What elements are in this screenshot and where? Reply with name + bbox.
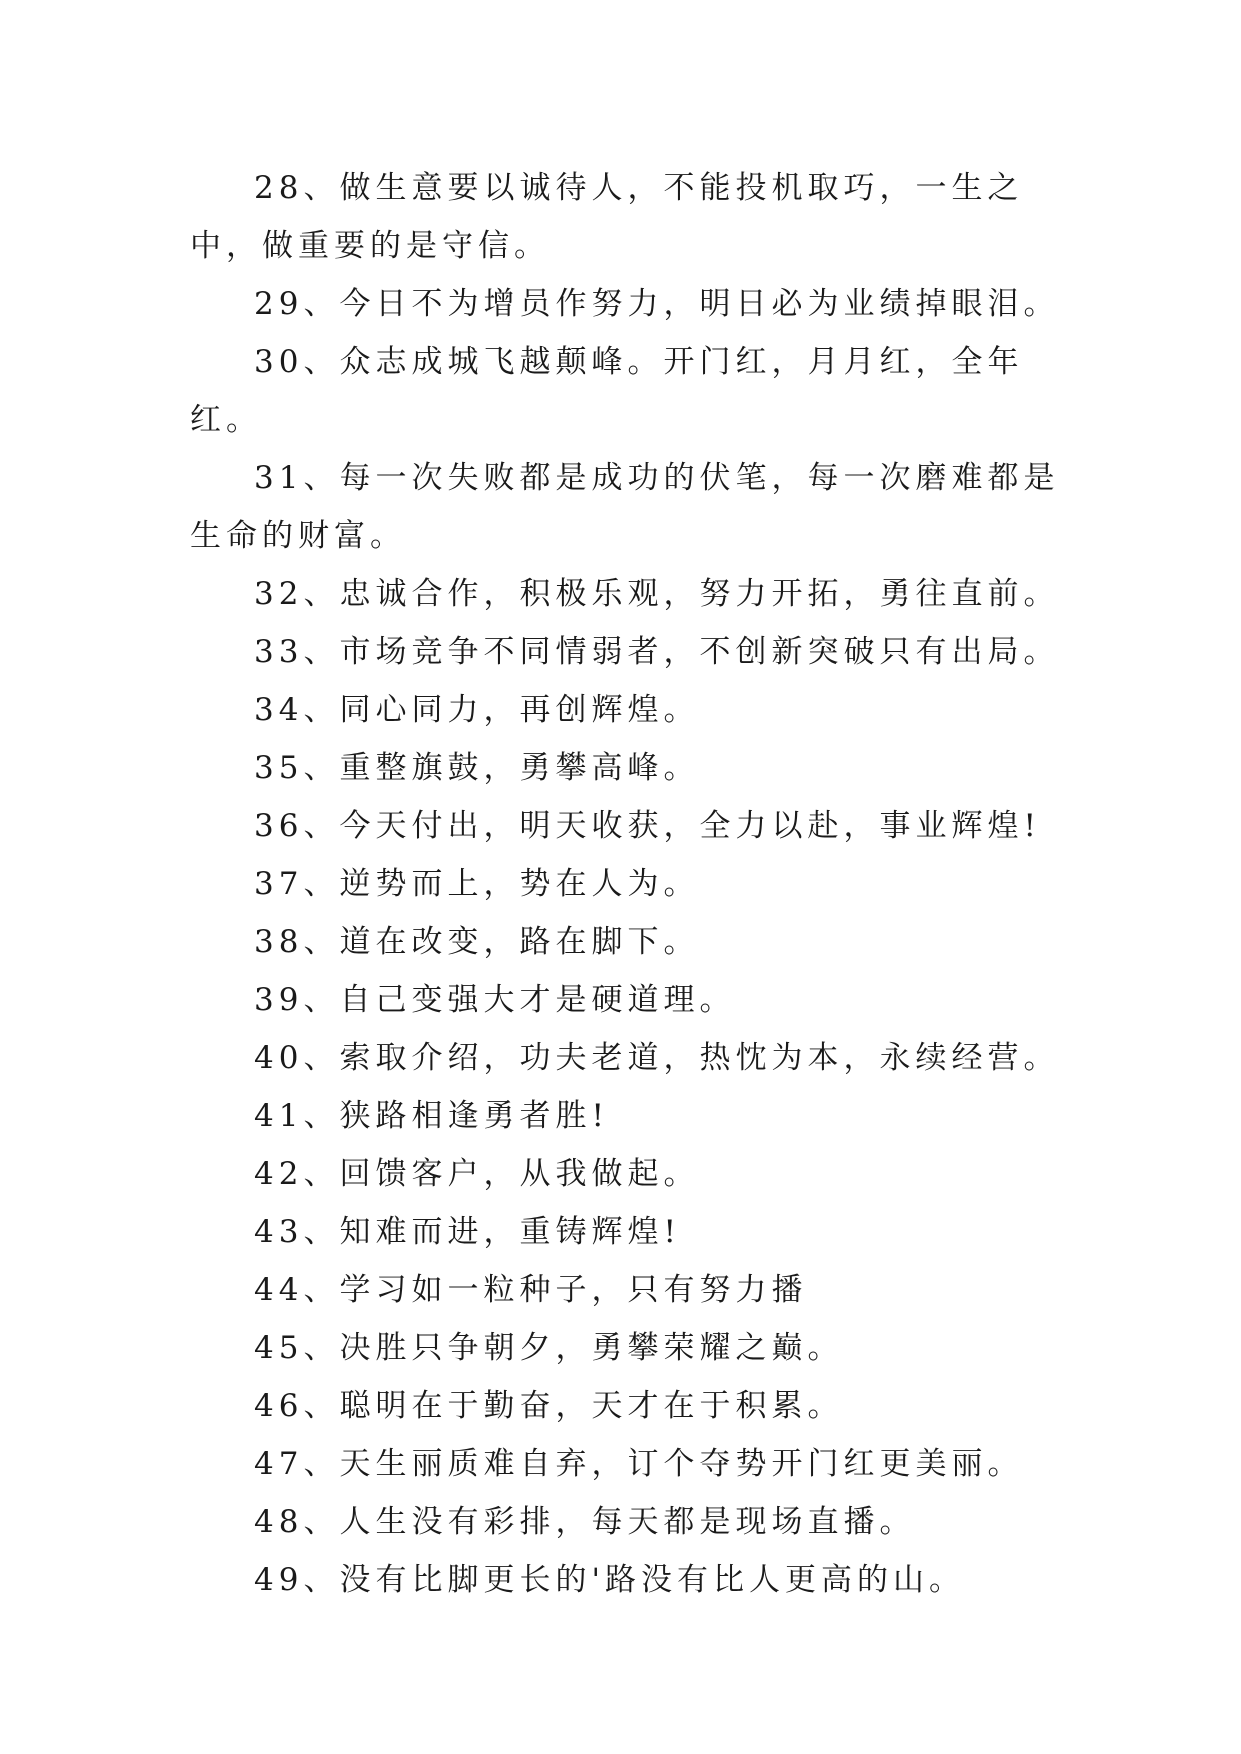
list-item: 34、同心同力，再创辉煌。 (254, 692, 700, 728)
list-item: 37、逆势而上，势在人为。 (254, 866, 700, 902)
list-item: 49、没有比脚更长的'路没有比人更高的山。 (254, 1562, 965, 1598)
list-item: 40、索取介绍，功夫老道，热忱为本，永续经营。 (254, 1040, 1060, 1076)
list-item: 45、决胜只争朝夕，勇攀荣耀之巅。 (254, 1330, 844, 1366)
list-item: 33、市场竞争不同情弱者，不创新突破只有出局。 (254, 634, 1060, 670)
list-item: 29、今日不为增员作努力，明日必为业绩掉眼泪。 (254, 286, 1060, 322)
list-item: 41、狭路相逢勇者胜! (254, 1098, 609, 1134)
list-item: 39、自己变强大才是硬道理。 (254, 982, 736, 1018)
list-item: 44、学习如一粒种子，只有努力播 (254, 1272, 808, 1308)
list-item: 46、聪明在于勤奋，天才在于积累。 (254, 1388, 844, 1424)
list-item: 48、人生没有彩排，每天都是现场直播。 (254, 1504, 916, 1540)
list-item: 28、做生意要以诚待人，不能投机取巧，一生之中，做重要的是守信。 (190, 170, 1024, 264)
list-item: 30、众志成城飞越颠峰。开门红，月月红，全年红。 (190, 344, 1024, 438)
list-item: 31、每一次失败都是成功的伏笔，每一次磨难都是生命的财富。 (190, 460, 1060, 554)
document-body (190, 159, 1060, 1609)
list-item: 38、道在改变，路在脚下。 (254, 924, 700, 960)
list-item: 47、天生丽质难自弃，订个夺势开门红更美丽。 (254, 1446, 1024, 1482)
list-item: 42、回馈客户，从我做起。 (254, 1156, 700, 1192)
list-item: 36、今天付出，明天收获，全力以赴，事业辉煌! (254, 808, 1041, 844)
list-item: 32、忠诚合作，积极乐观，努力开拓，勇往直前。 (254, 576, 1060, 612)
list-item: 43、知难而进，重铸辉煌! (254, 1214, 681, 1250)
list-item: 35、重整旗鼓，勇攀高峰。 (254, 750, 700, 786)
